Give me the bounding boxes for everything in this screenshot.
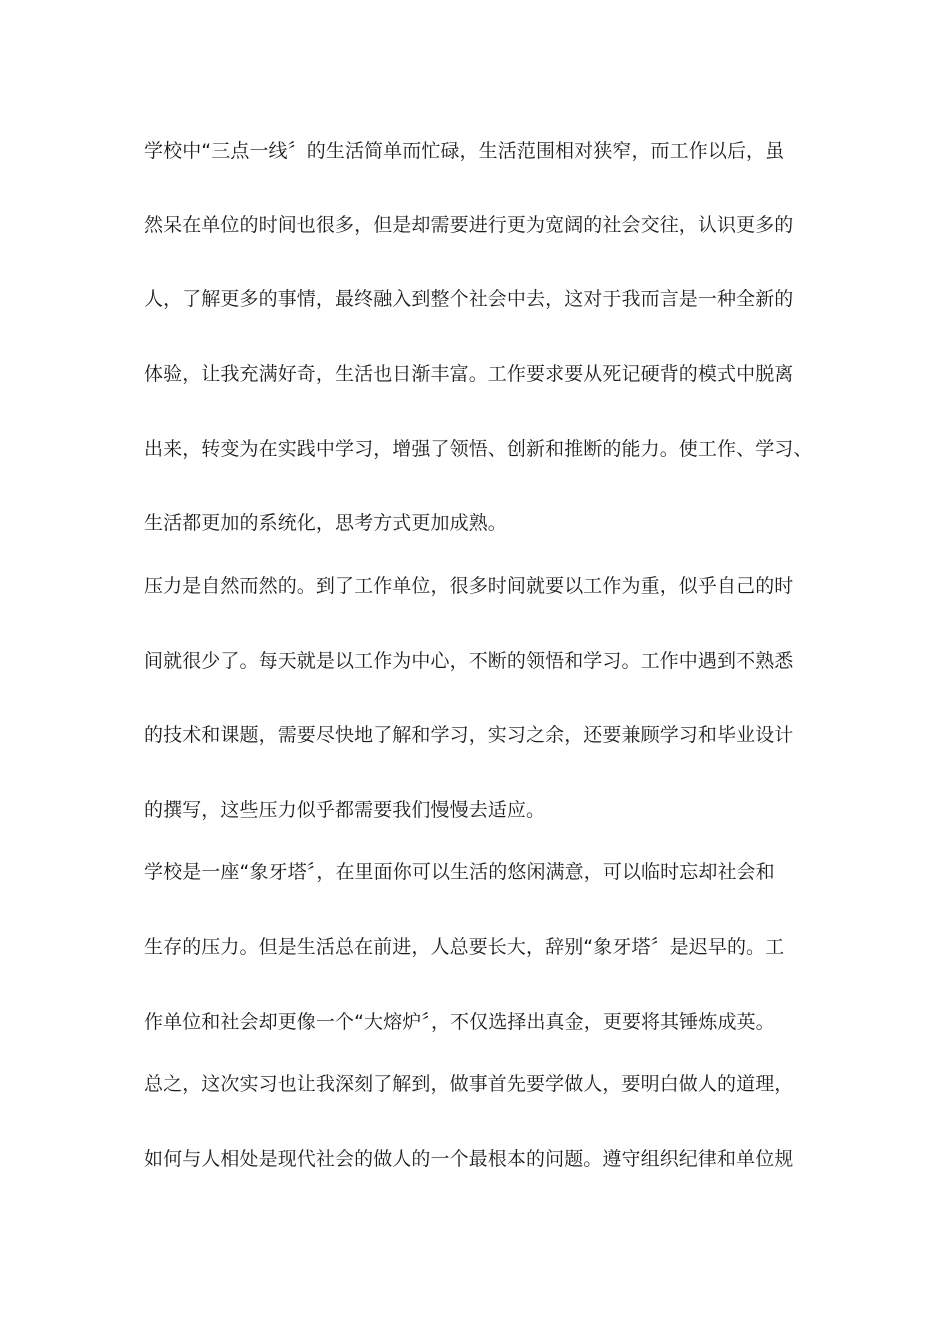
paragraph-3-line-3: 作单位和社会却更像一个“大熔炉〞，不仅选择出真金，更要将其锤炼成英。 [144,1011,775,1033]
paragraph-1-line-2: 然呆在单位的时间也很多，但是却需要进行更为宽阔的社会交往，认识更多的 [144,214,794,236]
paragraph-1-line-5: 出来，转变为在实践中学习，增强了领悟、创新和推断的能力。使工作、学习、 [144,438,813,460]
paragraph-1-line-1: 学校中“三点一线〞的生活简单而忙碌，生活范围相对狭窄，而工作以后，虽 [144,140,785,162]
paragraph-2-line-2: 间就很少了。每天就是以工作为中心，不断的领悟和学习。工作中遇到不熟悉 [144,650,794,672]
paragraph-4-line-2: 如何与人相处是现代社会的做人的一个最根本的问题。遵守组织纪律和单位规 [144,1148,794,1170]
paragraph-3-line-2: 生存的压力。但是生活总在前进，人总要长大，辞别“象牙塔〞是迟早的。工 [144,936,785,958]
paragraph-1-line-4: 体验，让我充满好奇，生活也日渐丰富。工作要求要从死记硬背的模式中脱离 [144,363,794,385]
paragraph-2-line-3: 的技术和课题，需要尽快地了解和学习，实习之余，还要兼顾学习和毕业设计 [144,724,794,746]
paragraph-2-line-4: 的撰写，这些压力似乎都需要我们慢慢去适应。 [144,799,546,821]
paragraph-1-line-6: 生活都更加的系统化，思考方式更加成熟。 [144,512,507,534]
paragraph-2-line-1: 压力是自然而然的。到了工作单位，很多时间就要以工作为重，似乎自己的时 [144,575,794,597]
paragraph-3-line-1: 学校是一座“象牙塔〞，在里面你可以生活的悠闲满意，可以临时忘却社会和 [144,861,775,883]
paragraph-4-line-1: 总之，这次实习也让我深刻了解到，做事首先要学做人，要明白做人的道理， [144,1073,794,1095]
paragraph-1-line-3: 人，了解更多的事情，最终融入到整个社会中去，这对于我而言是一种全新的 [144,288,794,310]
